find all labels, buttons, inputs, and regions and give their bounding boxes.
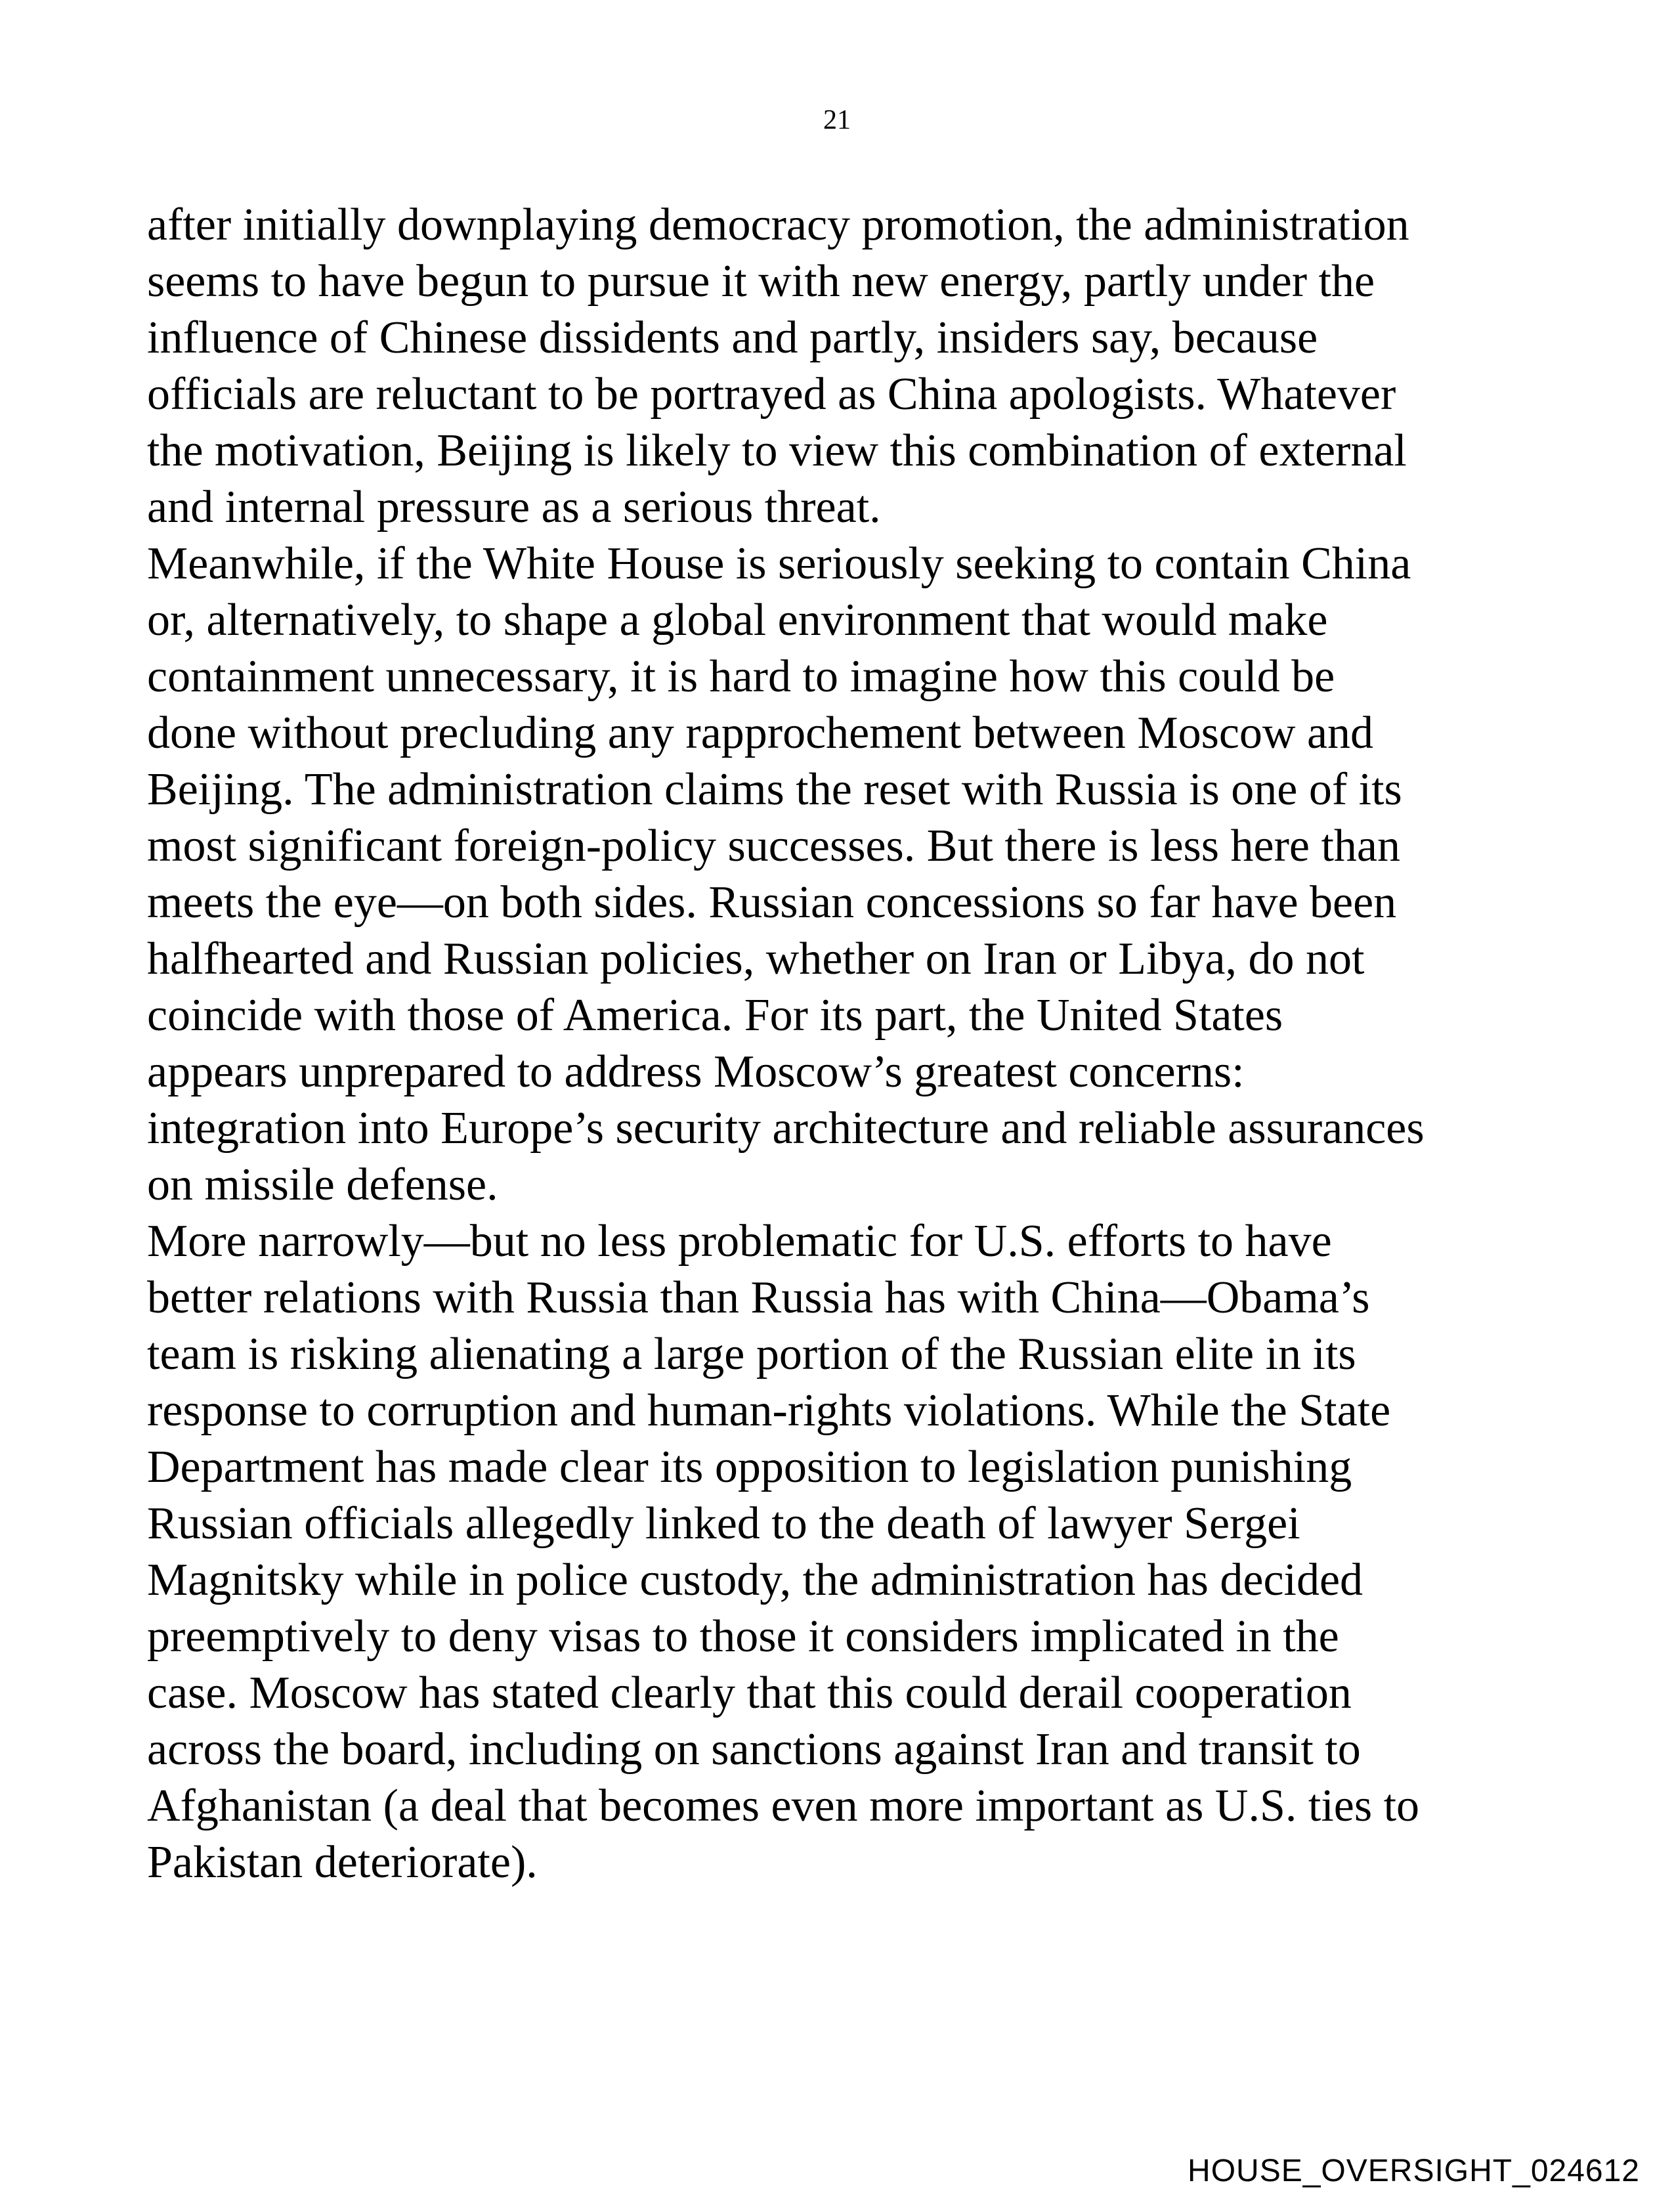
text-line: the motivation, Beijing is likely to view this combination of external bbox=[147, 425, 1407, 476]
text-line: Meanwhile, if the White House is seriously seeking to contain China bbox=[147, 538, 1411, 589]
text-line: done without precluding any rapprochement between Moscow and bbox=[147, 708, 1374, 758]
text-line: coincide with those of America. For its part, the United States bbox=[147, 990, 1283, 1041]
text-line: most significant foreign-policy successes. But there is less here than bbox=[147, 821, 1400, 871]
text-line: More narrowly—but no less problematic for U.S. efforts to have bbox=[147, 1216, 1332, 1267]
text-line: Magnitsky while in police custody, the administration has decided bbox=[147, 1555, 1363, 1605]
text-line: Russian officials allegedly linked to the death of lawyer Sergei bbox=[147, 1498, 1300, 1549]
text-line: after initially downplaying democracy promotion, the administration bbox=[147, 200, 1409, 250]
text-line: Afghanistan (a deal that becomes even more important as U.S. ties to bbox=[147, 1781, 1420, 1831]
text-line: halfhearted and Russian policies, whether on Iran or Libya, do not bbox=[147, 934, 1365, 984]
text-line: Department has made clear its opposition to legislation punishing bbox=[147, 1442, 1352, 1492]
text-line: or, alternatively, to shape a global environment that would make bbox=[147, 595, 1328, 645]
text-line: on missile defense. bbox=[147, 1160, 498, 1210]
text-line: better relations with Russia than Russia has with China—Obama’s bbox=[147, 1272, 1370, 1323]
text-line: seems to have begun to pursue it with new energy, partly under the bbox=[147, 256, 1375, 307]
text-line: preemptively to deny visas to those it considers implicated in the bbox=[147, 1611, 1339, 1662]
text-line: and internal pressure as a serious threat. bbox=[147, 482, 881, 532]
page-number: 21 bbox=[823, 105, 851, 135]
text-line: integration into Europe’s security architecture and reliable assurances bbox=[147, 1103, 1425, 1154]
text-line: officials are reluctant to be portrayed as China apologists. Whatever bbox=[147, 369, 1396, 420]
text-line: Pakistan deteriorate). bbox=[147, 1837, 538, 1888]
text-line: influence of Chinese dissidents and partly, insiders say, because bbox=[147, 313, 1318, 363]
text-line: meets the eye—on both sides. Russian concessions so far have been bbox=[147, 877, 1397, 928]
body-text bbox=[147, 197, 1565, 1891]
text-line: response to corruption and human-rights violations. While the State bbox=[147, 1385, 1391, 1436]
text-line: containment unnecessary, it is hard to imagine how this could be bbox=[147, 651, 1335, 702]
text-line: Beijing. The administration claims the reset with Russia is one of its bbox=[147, 764, 1402, 815]
document-id-stamp: HOUSE_OVERSIGHT_024612 bbox=[1188, 2154, 1640, 2188]
text-line: case. Moscow has stated clearly that this could derail cooperation bbox=[147, 1668, 1352, 1718]
text-line: across the board, including on sanctions against Iran and transit to bbox=[147, 1724, 1361, 1775]
text-line: team is risking alienating a large portion of the Russian elite in its bbox=[147, 1329, 1356, 1379]
text-line: appears unprepared to address Moscow’s greatest concerns: bbox=[147, 1047, 1245, 1097]
